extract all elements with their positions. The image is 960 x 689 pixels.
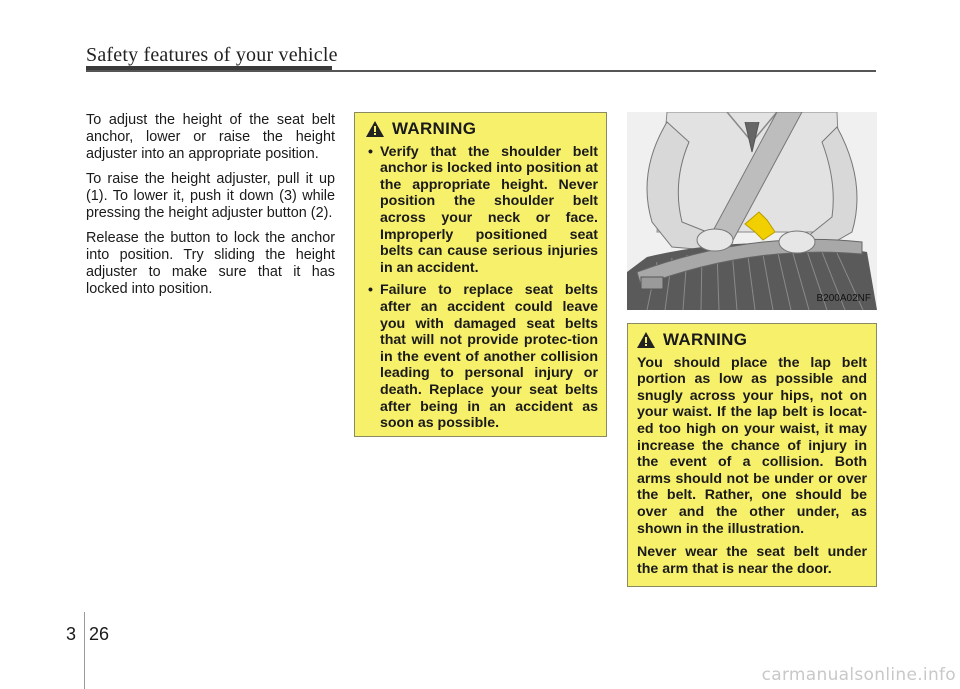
header-rule bbox=[86, 70, 876, 72]
warning-box-lap-belt bbox=[627, 323, 877, 587]
page-header-title: Safety features of your vehicle bbox=[86, 44, 338, 66]
warning-triangle-icon bbox=[637, 332, 655, 348]
bullet-icon: • bbox=[368, 282, 373, 299]
warning-header bbox=[637, 332, 867, 349]
footer-divider bbox=[84, 612, 85, 689]
warning-list-item bbox=[366, 144, 598, 277]
bullet-icon: • bbox=[368, 143, 373, 160]
warning-item-text: Failure to replace seat belts after an accident could leave you with damaged seat belts that will not provide protec-tion in the event of another collision leading to personal injury or death. Replace your seat belts after being in an accident as soon as possible. bbox=[380, 282, 598, 432]
warning-box-shoulder-belt bbox=[354, 112, 607, 437]
warning-triangle-icon bbox=[366, 121, 384, 137]
warning-paragraph: Never wear the seat belt under the arm that is near the door. bbox=[637, 544, 867, 577]
chapter-number: 3 bbox=[66, 624, 77, 644]
warning-title: WARNING bbox=[663, 330, 748, 349]
instructions-column bbox=[86, 112, 335, 306]
page-number: 26 bbox=[89, 624, 110, 644]
watermark: carmanualsonline.info bbox=[761, 665, 956, 685]
warning-title: WARNING bbox=[392, 119, 477, 138]
warning-list-item bbox=[366, 282, 598, 431]
warning-header bbox=[366, 121, 598, 138]
warning-item-text: Verify that the shoulder belt anchor is locked into position at the appropriate height. Never position the shoulder belt across your neck or face. Improperly positioned seat belts can cause serious injuries in an accident. bbox=[380, 143, 598, 276]
instruction-paragraph: To adjust the height of the seat belt anchor, lower or raise the height adjuster into an appropriate position. bbox=[86, 112, 335, 162]
seat-belt-drawing bbox=[627, 112, 877, 310]
seat-belt-illustration bbox=[627, 112, 877, 310]
instruction-paragraph: Release the button to lock the anchor into position. Try sliding the height adjuster to make sure that it has locked into position. bbox=[86, 230, 335, 297]
figure-caption: B200A02NF bbox=[816, 293, 871, 304]
warning-paragraph: You should place the lap belt portion as low as possible and snugly across your hips, not on your waist. If the lap belt is locat-ed too high on your waist, it may increase the chance of injury in the event of a collision. Both arms should not be under or over the belt. Rather, one should be over and the other under, as shown in the illustration. bbox=[637, 354, 867, 537]
instruction-paragraph: To raise the height adjuster, pull it up (1). To lower it, push it down (3) while pressing the height adjuster button (2). bbox=[86, 171, 335, 221]
warning-list bbox=[366, 144, 598, 432]
